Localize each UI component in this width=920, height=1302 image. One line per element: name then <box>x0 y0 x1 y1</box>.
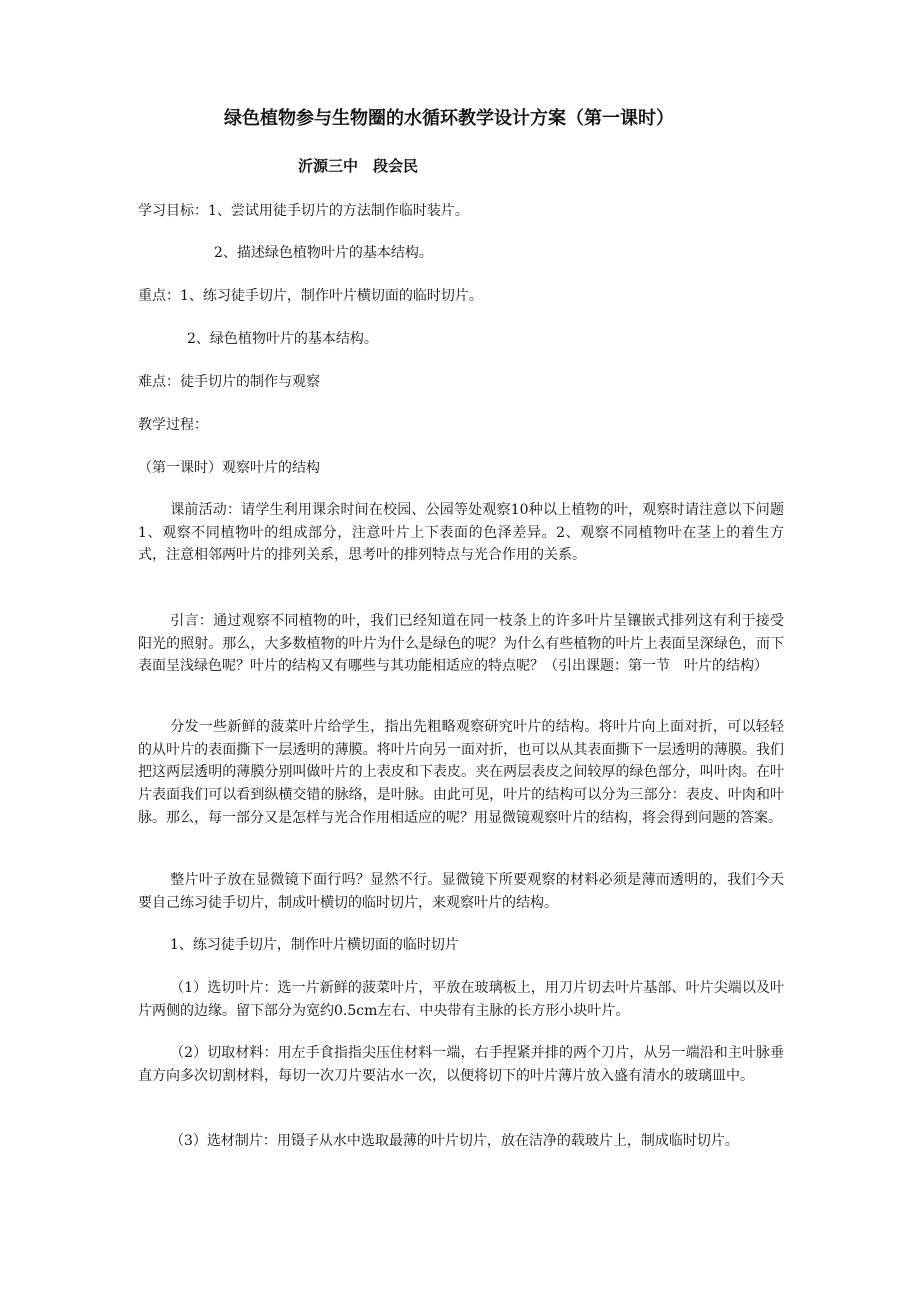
learning-goal-2: 2、描述绿色植物叶片的基本结构。 <box>214 245 433 261</box>
process-heading: 教学过程： <box>138 417 208 433</box>
learning-goal-1: 学习目标：1、尝试用徒手切片的方法制作临时装片。 <box>138 203 469 219</box>
step-1-paragraph <box>138 977 784 1022</box>
step-2-text: （2）切取材料：用左手食指指尖压住材料一端，右手捏紧并排的两个刀片，从另一端沿和主叶脉垂直方向多次切割材料，每切一次刀片要沾水一次，以便将切下的叶片薄片放入盛有清水的玻璃皿中。 <box>138 1045 784 1084</box>
step-3-paragraph <box>170 1130 784 1153</box>
key-point-2: 2、绿色植物叶片的基本结构。 <box>187 331 378 347</box>
step-3-text: （3）选材制片：用镊子从水中选取最薄的叶片切片，放在洁净的载玻片上，制成临时切片。 <box>170 1133 739 1149</box>
difficulty-point: 难点：徒手切片的制作与观察 <box>138 374 320 390</box>
document-title: 绿色植物参与生物圈的水循环教学设计方案（第一课时） <box>224 108 674 129</box>
document-author: 沂源三中 段会民 <box>298 157 419 175</box>
step-2-paragraph <box>138 1042 784 1087</box>
microscope-paragraph <box>138 869 784 914</box>
introduction-paragraph <box>138 610 784 678</box>
lesson-heading: （第一课时）观察叶片的结构 <box>138 460 320 476</box>
leaf-structure-text: 分发一些新鲜的菠菜叶片给学生，指出先粗略观察研究叶片的结构。将叶片向上面对折，可以轻轻的从叶片的表面撕下一层透明的薄膜。将叶片向另一面对折，也可以从其表面撕下一层透明的薄膜。我们把这两层透明的薄膜分别叫做叶片的上表皮和下表皮。夹在两层表皮之间较厚的绿色部分，叫叶肉。在叶片表面我们可以看到纵横交错的脉络，是叶脉。由此可见，叶片的结构可以分为三部分：表皮、叶肉和叶脉。那么，每一部分又是怎样与光合作用相适应的呢？用显微镜观察叶片的结构，将会得到问题的答案。 <box>138 719 784 826</box>
pre-class-activity-paragraph <box>138 499 784 567</box>
step-heading: 1、练习徒手切片，制作叶片横切面的临时切片 <box>170 937 459 953</box>
step-1-text: （1）选切叶片：选一片新鲜的菠菜叶片，平放在玻璃板上，用刀片切去叶片基部、叶片尖端以及叶片两侧的边缘。留下部分为宽约0.5cm左右、中央带有主脉的长方形小块叶片。 <box>138 980 784 1019</box>
leaf-structure-paragraph <box>138 716 784 830</box>
pre-class-activity-text: 课前活动：请学生利用课余时间在校园、公园等处观察10种以上植物的叶，观察时请注意以下问题 1、观察不同植物叶的组成部分，注意叶片上下表面的色泽差异。2、观察不同植物叶在茎上的着生方式，注意相邻两叶片的排列关系，思考叶的排列特点与光合作用的关系。 <box>138 502 784 564</box>
key-point-1: 重点：1、练习徒手切片，制作叶片横切面的临时切片。 <box>138 288 483 304</box>
microscope-text: 整片叶子放在显微镜下面行吗？显然不行。显微镜下所要观察的材料必须是薄而透明的，我们今天要自己练习徒手切片，制成叶横切的临时切片，来观察叶片的结构。 <box>138 872 784 911</box>
introduction-text: 引言：通过观察不同植物的叶，我们已经知道在同一枝条上的许多叶片呈镶嵌式排列这有利于接受阳光的照射。那么，大多数植物的叶片为什么是绿色的呢？为什么有些植物的叶片上表面呈深绿色，而下表面呈浅绿色呢？叶片的结构又有哪些与其功能相适应的特点呢？（引出课题：第一节 叶片的结构） <box>138 613 784 675</box>
